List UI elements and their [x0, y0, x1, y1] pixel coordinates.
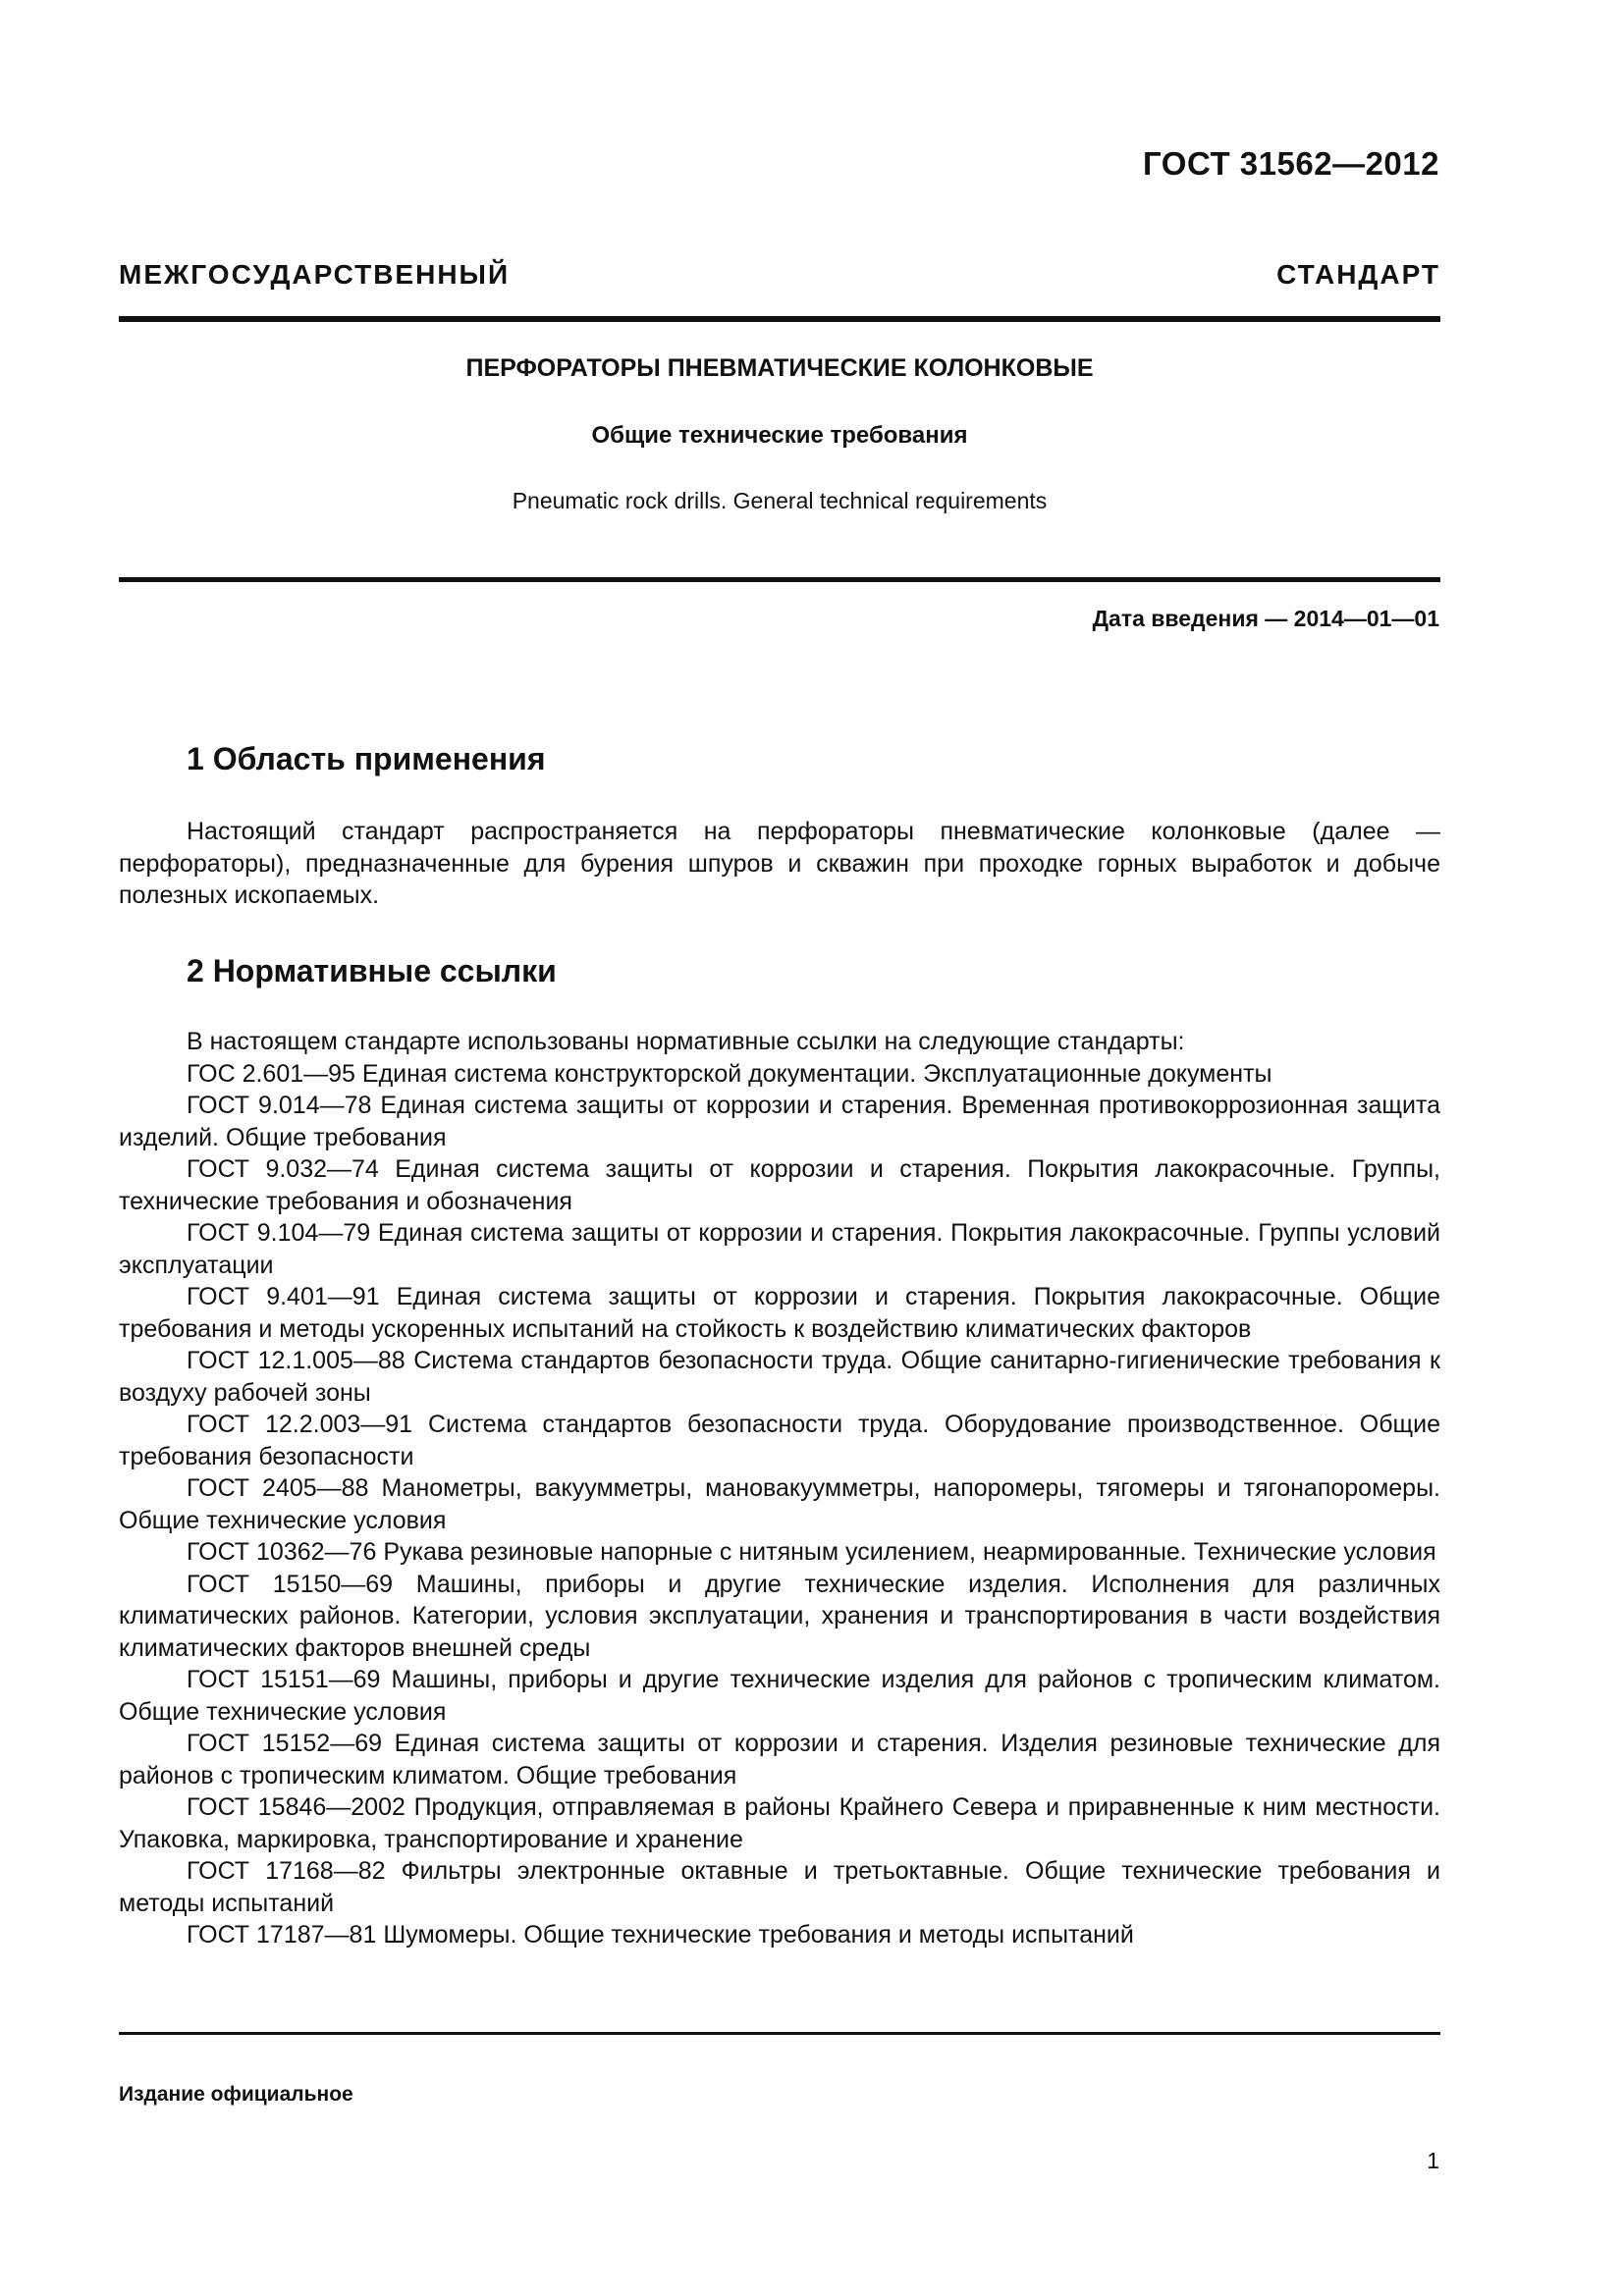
reference-title: Единая система защиты от коррозии и старения. Изделия резиновые технические для районов с тропическим климатом. Общие требования — [119, 1730, 1441, 1789]
interstate-standard-label: МЕЖГОСУДАРСТВЕННЫЙ СТАНДАРТ — [119, 259, 1440, 290]
reference-title: Единая система конструкторской документации. Эксплуатационные документы — [361, 1059, 1272, 1088]
reference-code: ГОСТ 15150—69 — [187, 1570, 394, 1598]
reference-title: Машины, приборы и другие технические изделия для районов с тропическим климатом. Общие технические условия — [119, 1666, 1440, 1726]
reference-title: Шумомеры. Общие технические требования и методы испытаний — [383, 1921, 1134, 1949]
reference-item — [119, 1855, 1440, 1919]
reference-title: Единая система защиты от коррозии и старения. Покрытия лакокрасочные. Общие требования и методы ускоренных испытаний на стойкость к воздействию климатических факторов — [119, 1283, 1440, 1343]
section-heading-scope: 1 Область применения — [187, 741, 546, 776]
reference-code: ГОСТ 12.1.005—88 — [187, 1347, 406, 1374]
reference-item — [119, 1409, 1440, 1472]
reference-code: ГОСТ 17168—82 — [187, 1857, 386, 1885]
document-title-english: Pneumatic rock drills. General technical requirements — [512, 488, 1048, 513]
reference-title: Манометры, вакуумметры, мановакуумметры, напоромеры, тягомеры и тягонапоромеры. Общие технические условия — [119, 1474, 1440, 1534]
page-number: 1 — [1427, 2148, 1439, 2173]
reference-code: ГОСТ 9.401—91 — [187, 1283, 380, 1310]
section-heading-references: 2 Нормативные ссылки — [187, 953, 557, 988]
references-intro: В настоящем стандарте использованы нормативные ссылки на следующие стандарты: — [187, 1028, 1185, 1055]
reference-code: ГОСТ 12.2.003—91 — [187, 1411, 413, 1438]
reference-item — [119, 1664, 1440, 1728]
reference-code: ГОСТ 17187—81 — [187, 1921, 377, 1949]
edition-label: Издание официальное — [119, 2083, 353, 2106]
reference-code: ГОСТ 9.032—74 — [187, 1155, 379, 1183]
reference-title: Единая система защиты от коррозии и старения. Покрытия лакокрасочные. Группы, технические требования и обозначения — [119, 1155, 1441, 1215]
reference-item — [119, 1791, 1440, 1855]
reference-items — [119, 1058, 1440, 1951]
references-list — [119, 1026, 1440, 1951]
reference-item — [119, 1536, 1440, 1569]
document-subtitle: Общие технические требования — [591, 422, 968, 449]
reference-item — [119, 1569, 1440, 1665]
reference-code: ГОСТ 9.104—79 — [187, 1219, 371, 1247]
reference-code: ГОСТ 10362—76 — [187, 1538, 377, 1566]
scope-section-body — [119, 816, 1440, 912]
footer-rule — [119, 2032, 1440, 2035]
standard-number: ГОСТ 31562—2012 — [1143, 145, 1439, 182]
reference-code: ГОСТ 15152—69 — [187, 1730, 383, 1757]
reference-code: ГОСТ 15151—69 — [187, 1666, 381, 1693]
reference-item — [119, 1919, 1440, 1951]
reference-title: Рукава резиновые напорные с нитяным усилением, неармированные. Технические условия — [383, 1538, 1436, 1566]
reference-code: ГОС 2.601—95 — [187, 1059, 355, 1088]
reference-item — [119, 1472, 1440, 1536]
reference-code: ГОСТ 2405—88 — [187, 1474, 369, 1502]
title-rule — [119, 577, 1440, 582]
introduction-date: Дата введения — 2014—01—01 — [1092, 606, 1439, 631]
reference-item — [119, 1058, 1440, 1091]
reference-title: Машины, приборы и другие технические изделия. Исполнения для различных климатических районов. Категории, условия эксплуатации, хранения и транспортирования в части воздействия климатических факторов внешней среды — [119, 1570, 1440, 1662]
reference-item — [119, 1345, 1440, 1409]
reference-item — [119, 1090, 1440, 1153]
reference-code: ГОСТ 15846—2002 — [187, 1793, 406, 1821]
reference-item — [119, 1153, 1440, 1217]
reference-title: Единая система защиты от коррозии и старения. Покрытия лакокрасочные. Группы условий эксплуатации — [119, 1219, 1441, 1279]
reference-title: Продукция, отправляемая в районы Крайнего Севера и приравненные к ним местности. Упаковка, маркировка, транспортирование и хранение — [119, 1793, 1440, 1853]
reference-title: Фильтры электронные октавные и третьоктавные. Общие технические требования и методы испытаний — [119, 1857, 1440, 1917]
reference-item — [119, 1281, 1440, 1345]
reference-item — [119, 1728, 1440, 1791]
reference-title: Система стандартов безопасности труда. Общие санитарно-гигиенические требования к воздуху рабочей зоны — [119, 1347, 1440, 1407]
header-rule — [119, 316, 1440, 322]
scope-paragraph: Настоящий стандарт распространяется на перфораторы пневматические колонковые (далее — перфораторы), предназначенные для бурения шпуров и скважин при проходке горных выработок и добыче полезных ископаемых. — [119, 818, 1440, 909]
reference-title: Единая система защиты от коррозии и старения. Временная противокоррозионная защита изделий. Общие требования — [119, 1092, 1440, 1151]
reference-title: Система стандартов безопасности труда. Оборудование производственное. Общие требования безопасности — [119, 1411, 1440, 1470]
document-title: ПЕРФОРАТОРЫ ПНЕВМАТИЧЕСКИЕ КОЛОНКОВЫЕ — [465, 354, 1094, 382]
reference-item — [119, 1217, 1440, 1281]
reference-code: ГОСТ 9.014—78 — [187, 1092, 372, 1119]
